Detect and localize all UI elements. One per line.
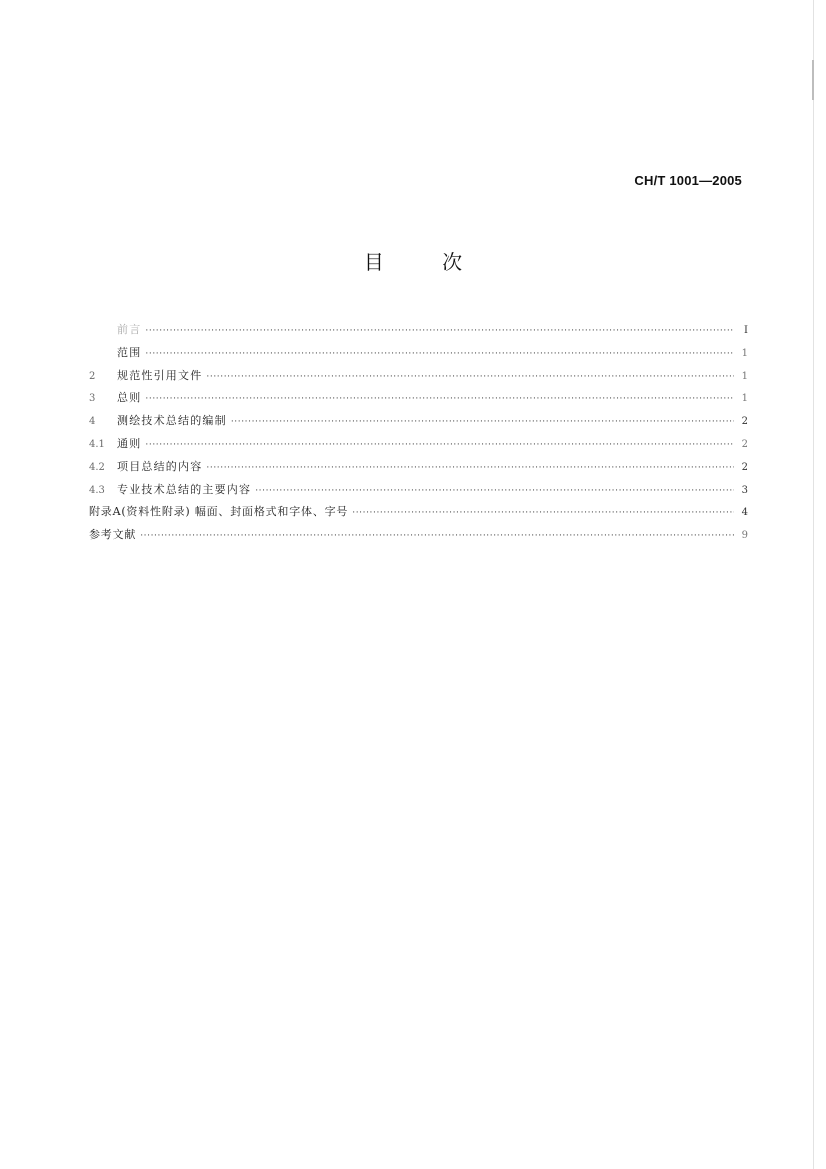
toc-entry-title: 项目总结的内容 <box>117 459 203 473</box>
toc-entry-title: 范围 <box>117 345 142 359</box>
toc-dot-leader <box>145 434 734 456</box>
toc-entry-page: 2 <box>741 461 748 473</box>
standard-number: CH/T 1001—2005 <box>634 173 742 188</box>
toc-entry-page: 3 <box>741 484 748 496</box>
toc-dot-leader <box>145 388 734 410</box>
toc-entry-general-rules[interactable] <box>89 433 748 456</box>
scan-edge-mark <box>812 60 814 100</box>
toc-entry-title: 规范性引用文件 <box>117 368 203 382</box>
toc-entry-professional-summary[interactable] <box>89 479 748 502</box>
toc-entry-project-summary[interactable] <box>89 456 748 479</box>
toc-entry-title: 前言 <box>117 323 142 336</box>
toc-dot-leader <box>231 411 734 433</box>
toc-entry-number: 4 <box>89 416 96 428</box>
toc-entry-page: I <box>744 325 748 336</box>
toc-dot-leader <box>352 502 734 524</box>
toc-entry-normative-references[interactable] <box>89 365 748 388</box>
toc-entry-number: 4.1 <box>89 438 105 450</box>
toc-entry-number: 4.3 <box>89 484 105 496</box>
toc-entry-number: 3 <box>89 393 96 405</box>
toc-dot-leader <box>140 525 734 547</box>
toc-entry-title: 总则 <box>117 391 142 405</box>
toc-entry-page: 2 <box>741 438 748 450</box>
toc-dot-leader <box>206 457 734 479</box>
toc-entry-page: 1 <box>741 347 748 359</box>
toc-dot-leader <box>145 320 734 342</box>
toc-entry-number: 2 <box>89 370 96 382</box>
toc-entry-page: 1 <box>741 393 748 405</box>
toc-dot-leader <box>206 366 734 388</box>
toc-entry-page: 1 <box>741 370 748 382</box>
toc-entry-page: 2 <box>741 416 748 428</box>
toc-entry-page: 4 <box>741 507 748 519</box>
toc-entry-title: 测绘技术总结的编制 <box>117 414 227 428</box>
toc-entry-number: 4.2 <box>89 461 105 473</box>
toc-entry-appendix-a[interactable] <box>89 501 748 524</box>
toc-entry-scope[interactable] <box>89 342 748 365</box>
page-title: 目 次 <box>363 250 489 274</box>
toc-entry-title: 专业技术总结的主要内容 <box>117 482 252 496</box>
toc-entry-general-principles[interactable] <box>89 387 748 410</box>
toc-entry-bibliography[interactable] <box>89 524 748 547</box>
toc-entry-page: 9 <box>741 530 748 542</box>
toc-entry-title: 参考文献 <box>89 528 137 542</box>
toc-entry-title: 通则 <box>117 436 142 450</box>
toc-dot-leader <box>255 480 734 502</box>
scan-edge-line <box>813 0 814 1169</box>
toc-entry-title: 附录A(资料性附录) 幅面、封面格式和字体、字号 <box>89 505 349 519</box>
table-of-contents <box>89 319 748 547</box>
toc-entry-foreword[interactable] <box>89 319 748 342</box>
toc-entry-compilation[interactable] <box>89 410 748 433</box>
toc-dot-leader <box>145 343 734 365</box>
